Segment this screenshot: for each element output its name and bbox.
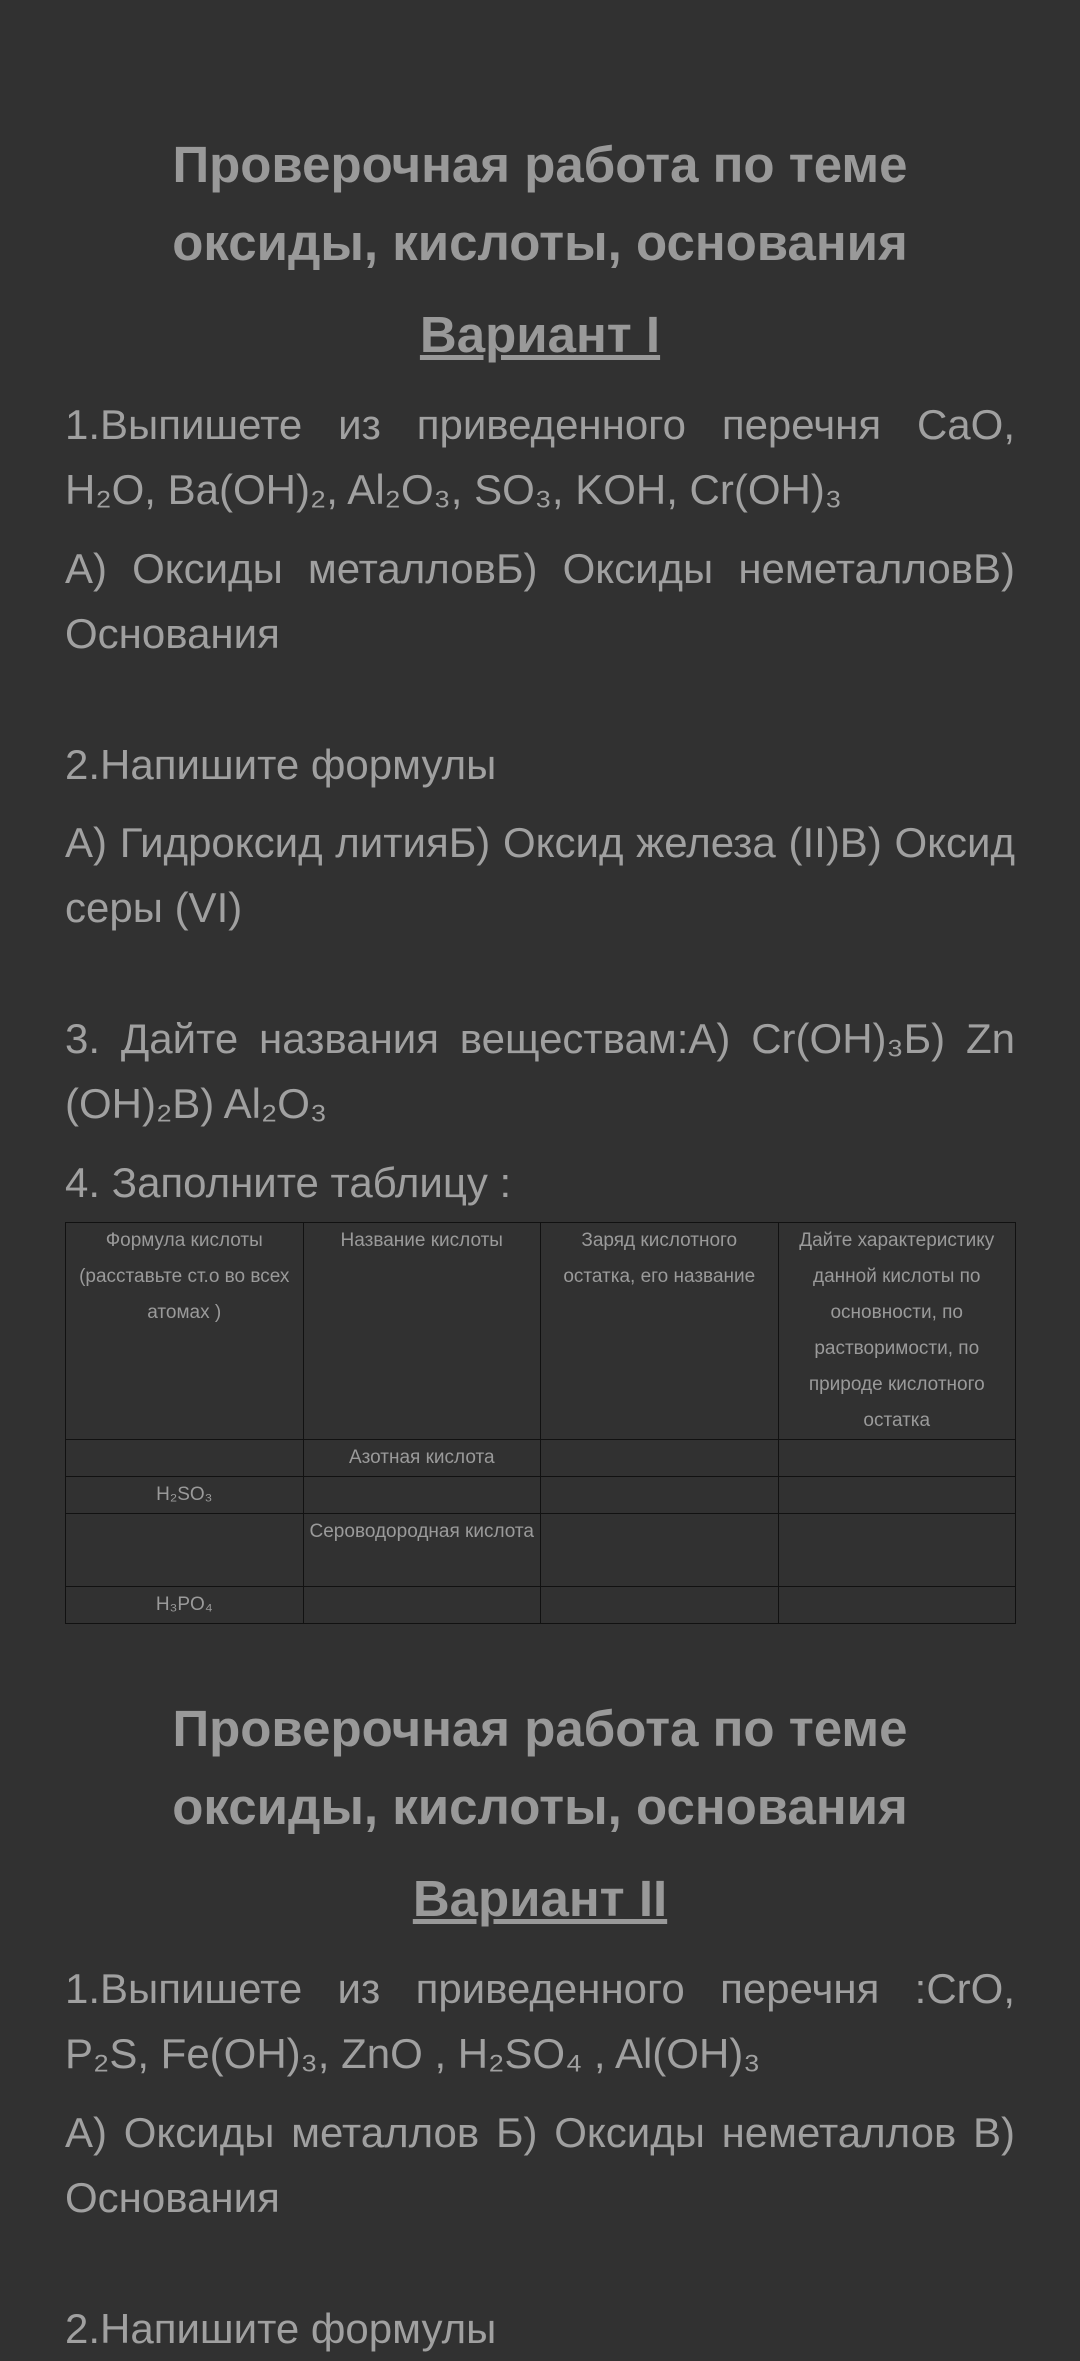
table-header-cell: Дайте характеристику данной кислоты по основности, по растворимости, по природе кислотного остатка xyxy=(778,1223,1016,1440)
table-cell xyxy=(66,1514,304,1587)
title-line: Проверочная работа по теме xyxy=(172,1700,908,1757)
table-cell xyxy=(303,1587,541,1624)
question-1: 1.Выпишете из приведенного перечня CaO, H₂O, Ba(OH)₂, Al₂O₃, SO₃, KOH, Cr(OH)₃ xyxy=(65,401,1015,513)
table-cell xyxy=(541,1477,779,1514)
question-3: 3. Дайте названия веществам:А) Cr(OH)₃Б) Zn (OH)₂В) Al₂O₃ xyxy=(65,1015,1015,1127)
variant-label-2: Вариант II xyxy=(412,1870,668,1927)
table-cell: Сероводородная кислота xyxy=(303,1514,541,1587)
title-line: оксиды, кислоты, основания xyxy=(172,1778,908,1835)
table-cell: H₂SO₃ xyxy=(66,1477,304,1514)
title-line: Проверочная работа по теме xyxy=(172,136,908,193)
question-2: 2.Напишите формулы xyxy=(65,741,497,788)
table-cell xyxy=(778,1587,1016,1624)
question-2-v2: 2.Напишите формулы xyxy=(65,2305,497,2352)
table-cell xyxy=(541,1514,779,1587)
worksheet-title-2 xyxy=(0,1690,1080,1846)
table-row xyxy=(66,1587,1016,1624)
title-line: оксиды, кислоты, основания xyxy=(172,214,908,271)
variant-label-1: Вариант I xyxy=(419,306,661,363)
table-row xyxy=(66,1440,1016,1477)
table-cell: H₃PO₄ xyxy=(66,1587,304,1624)
acid-table xyxy=(65,1222,1016,1624)
table-cell xyxy=(541,1440,779,1477)
question-2-options: А) Гидроксид литияБ) Оксид железа (II)В) Оксид серы (VI) xyxy=(65,819,1015,931)
worksheet-title-1 xyxy=(0,126,1080,282)
table-header-row xyxy=(66,1223,1016,1440)
table-cell: Азотная кислота xyxy=(303,1440,541,1477)
question-1-v2: 1.Выпишете из приведенного перечня :CrO, P₂S, Fe(OH)₃, ZnO , H₂SO₄ , Al(OH)₃ xyxy=(65,1965,1015,2077)
table-header-cell: Название кислоты xyxy=(303,1223,541,1440)
table-cell xyxy=(541,1587,779,1624)
table-cell xyxy=(66,1440,304,1477)
table-header-cell: Формула кислоты (расставьте ст.о во всех атомах ) xyxy=(66,1223,304,1440)
table-header-cell: Заряд кислотного остатка, его название xyxy=(541,1223,779,1440)
table-cell xyxy=(778,1514,1016,1587)
table-row xyxy=(66,1477,1016,1514)
question-1-options-v2: А) Оксиды металлов Б) Оксиды неметаллов В) Основания xyxy=(65,2109,1015,2221)
table-cell xyxy=(778,1440,1016,1477)
table-cell xyxy=(778,1477,1016,1514)
question-1-options: А) Оксиды металловБ) Оксиды неметалловВ) Основания xyxy=(65,545,1015,657)
question-4: 4. Заполните таблицу : xyxy=(65,1159,512,1206)
table-cell xyxy=(303,1477,541,1514)
table-row xyxy=(66,1514,1016,1587)
